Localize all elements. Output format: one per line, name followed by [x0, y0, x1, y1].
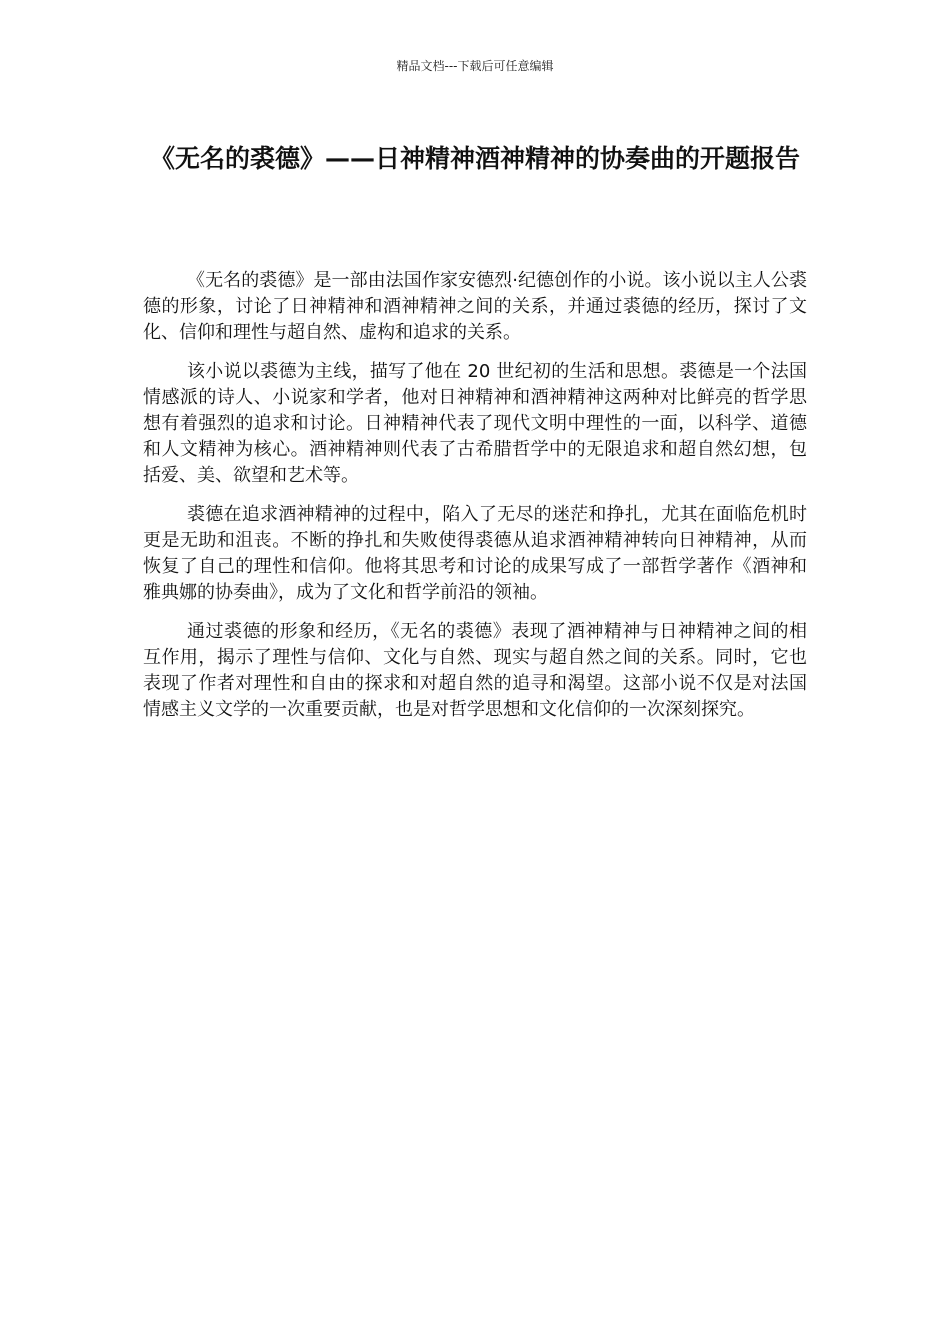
document-body: [143, 268, 807, 736]
document-title: 《无名的裘德》——日神精神酒神精神的协奏曲的开题报告: [149, 144, 800, 173]
page-header: 精品文档---下载后可任意编辑: [396, 59, 554, 73]
paragraph-4: 通过裘德的形象和经历，《无名的裘德》表现了酒神精神与日神精神之间的相互作用，揭示了理性与信仰、文化与自然、现实与超自然之间的关系。同时，它也表现了作者对理性和自由的探求和对超自然的追寻和渴望。这部小说不仅是对法国情感主义文学的一次重要贡献，也是对哲学思想和文化信仰的一次深刻探究。: [143, 621, 807, 720]
paragraph-3: 裘德在追求酒神精神的过程中，陷入了无尽的迷茫和挣扎，尤其在面临危机时更是无助和沮丧。不断的挣扎和失败使得裘德从追求酒神精神转向日神精神，从而恢复了自己的理性和信仰。他将其思考和讨论的成果写成了一部哲学著作《酒神和雅典娜的协奏曲》，成为了文化和哲学前沿的领袖。: [143, 504, 807, 603]
paragraph-2: 该小说以裘德为主线，描写了他在 20 世纪初的生活和思想。裘德是一个法国情感派的诗人、小说家和学者，他对日神精神和酒神精神这两种对比鲜亮的哲学思想有着强烈的追求和讨论。日神精神代表了现代文明中理性的一面，以科学、道德和人文精神为核心。酒神精神则代表了古希腊哲学中的无限追求和超自然幻想，包括爱、美、欲望和艺术等。: [143, 361, 807, 486]
paragraph-1: 《无名的裘德》是一部由法国作家安德烈·纪德创作的小说。该小说以主人公裘德的形象，讨论了日神精神和酒神精神之间的关系，并通过裘德的经历，探讨了文化、信仰和理性与超自然、虚构和追求的关系。: [143, 270, 807, 343]
